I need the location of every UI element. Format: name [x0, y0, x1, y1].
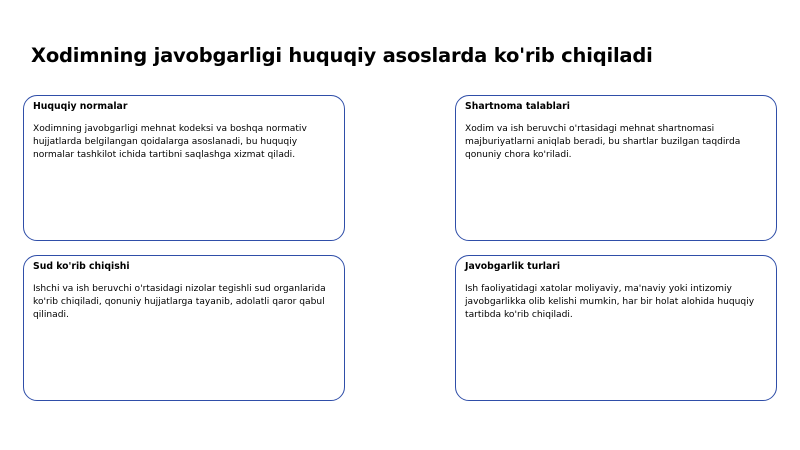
- card-title: Huquqiy normalar: [33, 101, 128, 112]
- card-title: Shartnoma talablari: [465, 101, 570, 112]
- slide-title: Xodimning javobgarligi huquqiy asoslarda ko'rib chiqiladi: [31, 44, 653, 67]
- card-huquqiy-normalar: [23, 95, 345, 241]
- card-shartnoma-talablari: [455, 95, 777, 241]
- card-text: Ish faoliyatidagi xatolar moliyaviy, ma'naviy yoki intizomiy javobgarlikka olib kelishi mumkin, har bir holat alohida huquqiy tartibda ko'rib chiqiladi.: [465, 284, 755, 320]
- card-sud-korib-chiqishi: [23, 255, 345, 401]
- card-title: Sud ko'rib chiqishi: [33, 261, 130, 272]
- card-javobgarlik-turlari: [455, 255, 777, 401]
- card-title: Javobgarlik turlari: [465, 261, 561, 272]
- card-text: Xodim va ish beruvchi o'rtasidagi mehnat shartnomasi majburiyatlarni aniqlab beradi, bu shartlar buzilgan taqdirda qonuniy chora ko'riladi.: [465, 124, 741, 160]
- card-text: Xodimning javobgarligi mehnat kodeksi va boshqa normativ hujjatlarda belgilangan qoidalarga asoslanadi, bu huquqiy normalar tashkilot ichida tartibni saqlashga xizmat qiladi.: [33, 124, 307, 160]
- card-text: Ishchi va ish beruvchi o'rtasidagi nizolar tegishli sud organlarida ko'rib chiqiladi, qonuniy hujjatlarga tayanib, adolatli qaror qabul qilinadi.: [33, 284, 326, 320]
